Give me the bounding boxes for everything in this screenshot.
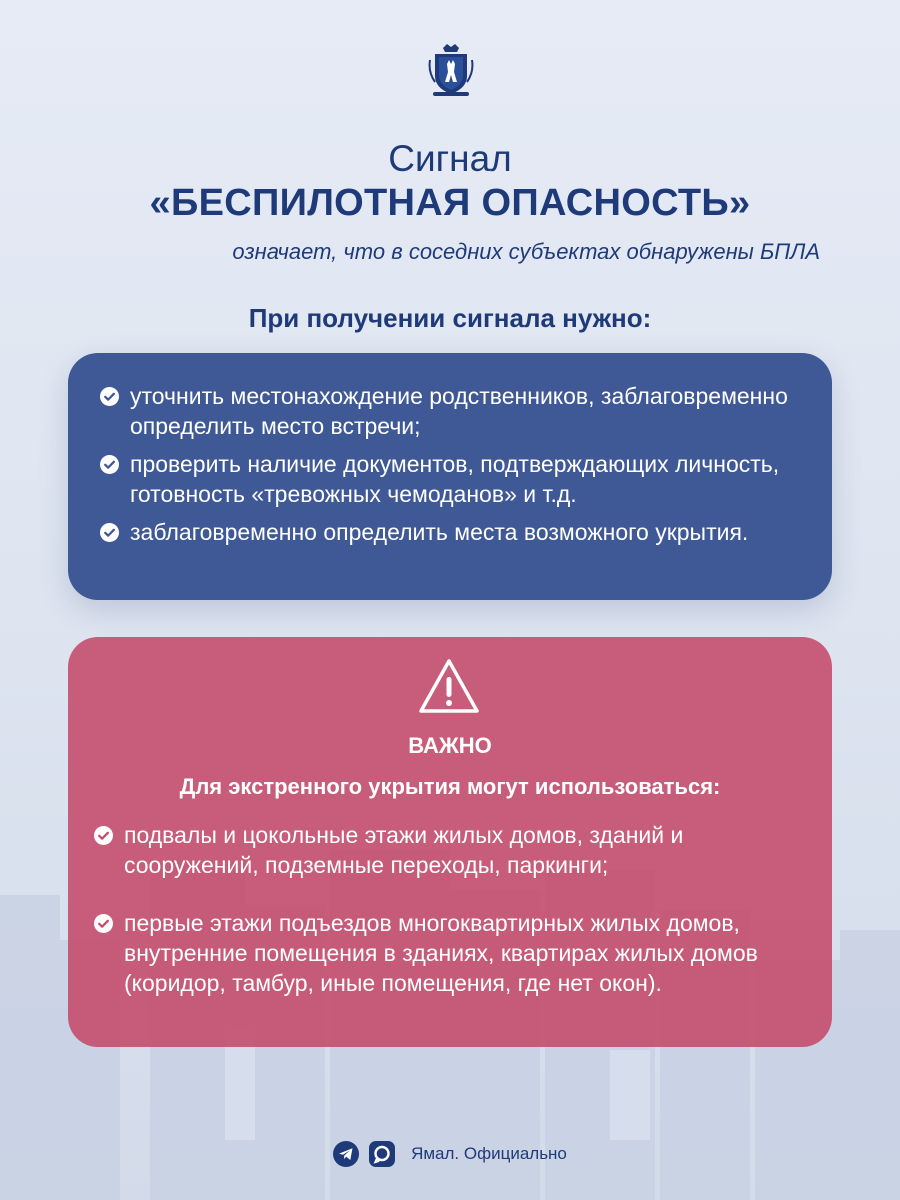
coat-of-arms-icon [427,42,475,98]
list-item-text: заблаговременно определить места возможного укрытия. [130,519,749,545]
max-messenger-icon[interactable] [369,1141,395,1167]
list-item [94,908,814,998]
instructions-heading: При получении сигнала нужно: [248,303,652,333]
list-item-text: проверить наличие документов, подтверждающих личность, готовность «тревожных чемоданов» и т.д. [130,451,780,507]
list-item-text: подвалы и цокольные этажи жилых домов, зданий и сооружений, подземные переходы, паркинги; [124,822,684,878]
check-circle-icon [100,523,119,542]
check-circle-icon [100,387,119,406]
important-subtitle: Для экстренного укрытия могут использоваться: [179,774,721,799]
instructions-card [68,353,832,600]
important-title: ВАЖНО [408,733,492,758]
check-circle-icon [94,826,113,845]
important-card [68,637,832,1047]
list-item-text: уточнить местонахождение родственников, заблаговременно определить место встречи; [130,383,788,439]
title-line-1: Сигнал [388,138,512,179]
list-item [100,449,802,509]
footer [0,1139,900,1169]
list-item [100,381,802,441]
warning-triangle-icon [417,657,481,715]
list-item-text: первые этажи подъездов многоквартирных жилых домов, внутренние помещения в зданиях, квартирах жилых домов (коридор, тамбур, иные помещения, где нет окон). [124,910,758,996]
title-line-2: «БЕСПИЛОТНАЯ ОПАСНОСТЬ» [149,182,751,224]
check-circle-icon [100,455,119,474]
shelter-list [94,820,814,998]
check-circle-icon [94,914,113,933]
subtitle: означает, что в соседних субъектах обнаружены БПЛА [232,239,820,264]
list-item [100,517,802,547]
telegram-icon[interactable] [333,1141,359,1167]
list-item [94,820,814,880]
footer-text: Ямал. Официально [411,1144,567,1163]
